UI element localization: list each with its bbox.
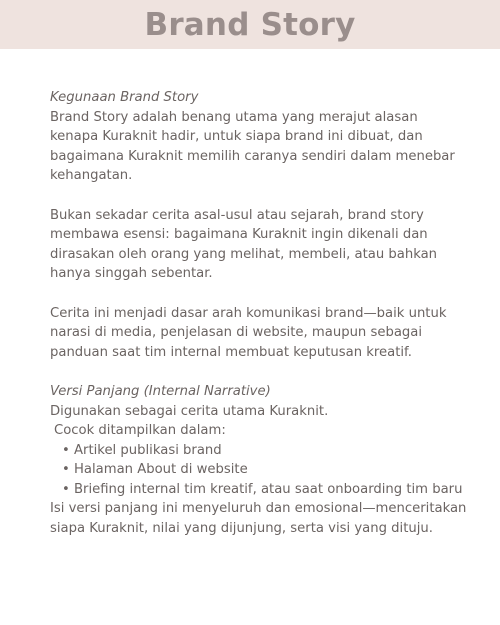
document-body: [50, 88, 470, 539]
header-bar: [0, 0, 500, 49]
paragraph-closing: Isi versi panjang ini menyeluruh dan emosional—menceritakan siapa Kuraknit, nilai yang dijunjung, serta visi yang dituju.: [50, 501, 467, 537]
paragraph-essence: Bukan sekadar cerita asal-usul atau sejarah, brand story membawa esensi: bagaimana Kuraknit ingin dikenali dan dirasakan oleh orang yang melihat, membeli, atau bahkan hanya singgah sebentar.: [50, 207, 438, 282]
section-heading-versi-panjang: Versi Panjang (Internal Narrative): [50, 383, 271, 399]
spacer: [50, 362, 470, 382]
paragraph-intro: Brand Story adalah benang utama yang merajut alasan kenapa Kuraknit hadir, untuk siapa brand ini dibuat, dan bagaimana Kuraknit memilih caranya sendiri dalam menebar kehangatan.: [50, 109, 455, 184]
usage-list: [50, 441, 470, 500]
list-item: • Briefing internal tim kreatif, atau saat onboarding tim baru: [50, 480, 470, 500]
spacer: [50, 186, 470, 206]
page-title: Brand Story: [144, 6, 356, 43]
list-item: • Artikel publikasi brand: [50, 441, 470, 461]
display-line: Cocok ditampilkan dalam:: [54, 423, 226, 439]
usage-line: Digunakan sebagai cerita utama Kuraknit.: [50, 403, 329, 419]
spacer: [50, 284, 470, 304]
paragraph-communication: Cerita ini menjadi dasar arah komunikasi brand—baik untuk narasi di media, penjelasan di website, maupun sebagai panduan saat tim internal membuat keputusan kreatif.: [50, 305, 447, 360]
list-item: • Halaman About di website: [50, 460, 470, 480]
section-heading-kegunaan: Kegunaan Brand Story: [50, 90, 199, 105]
